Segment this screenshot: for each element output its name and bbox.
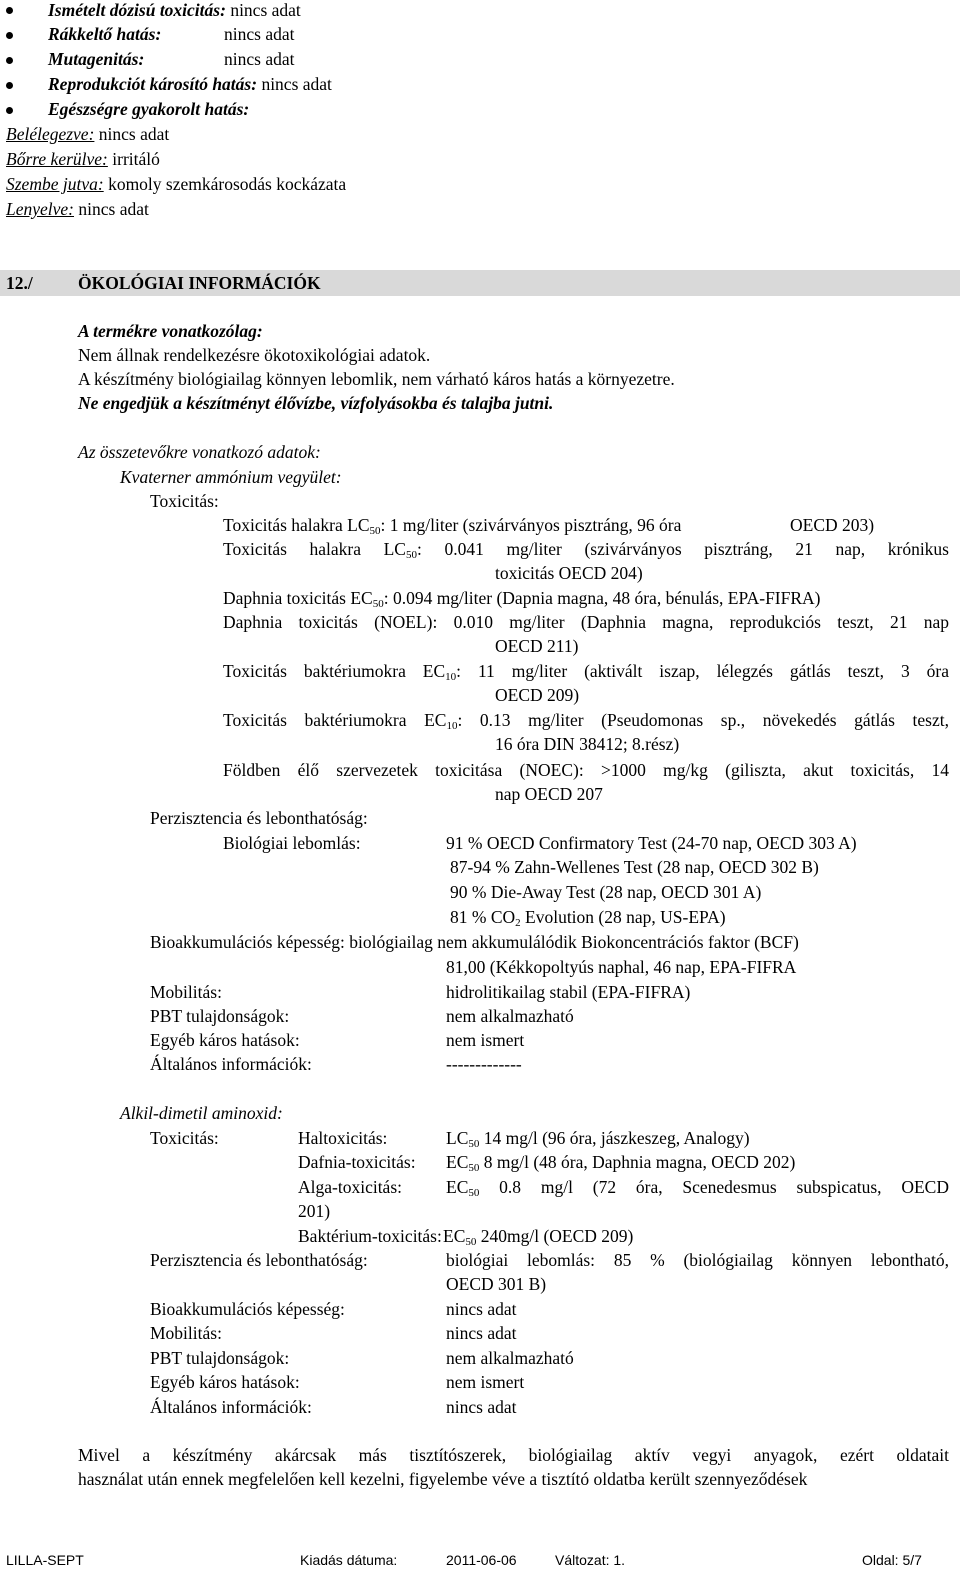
property-label: PBT tulajdonságok: xyxy=(150,1006,290,1026)
property-label: Mobilitás: xyxy=(150,982,222,1002)
toxicity-entry-cont: OECD 209) xyxy=(495,685,580,705)
property-label: PBT tulajdonságok: xyxy=(150,1348,290,1368)
persistence-label: Perzisztencia és lebonthatóság: xyxy=(150,808,368,828)
product-warning: Ne engedjük a készítményt élővízbe, vízfolyásokba és talajba jutni. xyxy=(78,393,554,413)
property-label: Bioakkumulációs képesség: xyxy=(150,1299,345,1319)
list-item: Reprodukciót károsító hatás: nincs adat xyxy=(48,74,332,94)
property-value: nem ismert xyxy=(446,1372,525,1392)
toxicity-entry-cont: 16 óra DIN 38412; 8.rész) xyxy=(495,734,680,754)
property-value: nem alkalmazható xyxy=(446,1348,574,1368)
toxicity-type: Haltoxicitás: xyxy=(298,1128,388,1148)
toxicity-value: $EC_{50}$ 0.8 mg/l (72 óra, Scenedesmus subspicatus, OECD xyxy=(446,1177,949,1199)
toxicity-entry: Toxicitás halakra $LC_{50}$: 1 mg/liter (szivárványos pisztráng, 96 óra xyxy=(223,515,682,537)
footer-page: Oldal: 5/7 xyxy=(862,1552,922,1568)
component-name: Alkil-dimetil aminoxid: xyxy=(120,1103,283,1123)
section-title: ÖKOLÓGIAI INFORMÁCIÓK xyxy=(78,273,321,293)
toxicity-label: Toxicitás: xyxy=(150,1128,219,1148)
persistence-value: biológiai lebomlás: 85 % (biológiailag könnyen lebontható, xyxy=(446,1250,949,1270)
property-label: Egyéb káros hatások: xyxy=(150,1030,300,1050)
component-name: Kvaterner ammónium vegyület: xyxy=(120,467,342,487)
footer-date-label: Kiadás dátuma: xyxy=(300,1552,398,1568)
toxicity-value: $EC_{50}$ 8 mg/l (48 óra, Daphnia magna, OECD 202) xyxy=(446,1152,796,1174)
toxicity-type: Baktérium-toxicitás: xyxy=(298,1226,442,1246)
components-heading: Az összetevőkre vonatkozó adatok: xyxy=(78,442,321,462)
product-heading: A termékre vonatkozólag: xyxy=(78,321,263,341)
biodegradation-test: 91 % OECD Confirmatory Test (24-70 nap, OECD 303 A) xyxy=(446,833,857,853)
property-label: Általános információk: xyxy=(150,1397,312,1417)
toxicity-entry: Földben élő szervezetek toxicitása (NOEC): >1000 mg/kg (giliszta, akut toxicitás, 14 xyxy=(223,760,949,780)
toxicity-value-cont: 201) xyxy=(298,1201,331,1221)
toxicity-value: $EC_{50}$ 240mg/l (OECD 209) xyxy=(443,1226,634,1248)
property-value: hidrolitikailag stabil (EPA-FIFRA) xyxy=(446,982,691,1002)
list-item: Rákkeltő hatás: nincs adat xyxy=(48,24,295,44)
bullet xyxy=(6,82,13,89)
section-number: 12./ xyxy=(6,273,33,293)
toxicity-type: Alga-toxicitás: xyxy=(298,1177,403,1197)
footer-version: Változat: 1. xyxy=(555,1552,626,1568)
property-label: Egyéb káros hatások: xyxy=(150,1372,300,1392)
toxicity-type: Dafnia-toxicitás: xyxy=(298,1152,416,1172)
property-label: Mobilitás: xyxy=(150,1323,222,1343)
closing-text: használat után ennek megfelelően kell kezelni, figyelembe véve a tisztító oldatba került szennyeződések xyxy=(78,1469,808,1489)
toxicity-entry-tail: OECD 203) xyxy=(790,515,875,535)
product-line: Nem állnak rendelkezésre ökotoxikológiai adatok. xyxy=(78,345,431,365)
list-item: Egészségre gyakorolt hatás: xyxy=(48,99,250,119)
toxicity-label: Toxicitás: xyxy=(150,491,219,511)
list-item: Mutagenitás: nincs adat xyxy=(48,49,295,69)
bioaccumulation-cont: 81,00 (Kékkopoltyús naphal, 46 nap, EPA-FIFRA xyxy=(446,957,797,977)
toxicity-entry: Daphnia toxicitás $EC_{50}$: 0.094 mg/liter (Dapnia magna, 48 óra, bénulás, EPA-FIFRA) xyxy=(223,588,821,610)
toxicity-entry: Daphnia toxicitás (NOEL): 0.010 mg/liter (Daphnia magna, reprodukciós teszt, 21 nap xyxy=(223,612,949,632)
toxicity-entry-cont: nap OECD 207 xyxy=(495,784,603,804)
toxicity-entry: Toxicitás halakra $LC_{50}$: 0.041 mg/liter (szivárványos pisztráng, 21 nap, krónikus xyxy=(223,539,949,561)
toxicity-value: $LC_{50}$ 14 mg/l (96 óra, jászkeszeg, Analogy) xyxy=(446,1128,750,1150)
product-line: A készítmény biológiailag könnyen lebomlik, nem várható káros hatás a környezetre. xyxy=(78,369,675,389)
footer-date: 2011-06-06 xyxy=(446,1552,517,1568)
biodegradation-test: 81 % $CO_2$ Evolution (28 nap, US-EPA) xyxy=(450,907,726,929)
property-value: nincs adat xyxy=(446,1323,517,1343)
persistence-value-cont: OECD 301 B) xyxy=(446,1274,547,1294)
list-item: Ismételt dózisú toxicitás: nincs adat xyxy=(48,0,301,20)
toxicity-entry-cont: toxicitás OECD 204) xyxy=(495,563,643,583)
bioaccumulation-row: Bioakkumulációs képesség: biológiailag nem akkumulálódik Biokoncentrációs faktor (BCF) xyxy=(150,932,799,952)
biodegradation-label: Biológiai lebomlás: xyxy=(223,833,361,853)
property-value: nincs adat xyxy=(446,1397,517,1417)
bullet xyxy=(6,7,13,14)
persistence-label: Perzisztencia és lebonthatóság: xyxy=(150,1250,368,1270)
bullet xyxy=(6,107,13,114)
bullet xyxy=(6,57,13,64)
toxicity-entry-cont: OECD 211) xyxy=(495,636,579,656)
exposure-row: Bőrre kerülve: irritáló xyxy=(6,149,160,169)
footer-product: LILLA-SEPT xyxy=(6,1552,84,1568)
property-value: nem alkalmazható xyxy=(446,1006,574,1026)
property-value: nincs adat xyxy=(446,1299,517,1319)
toxicity-entry: Toxicitás baktériumokra $EC_{10}$: 11 mg/liter (aktivált iszap, lélegzés gátlás teszt, 3 óra xyxy=(223,661,949,683)
biodegradation-test: 90 % Die-Away Test (28 nap, OECD 301 A) xyxy=(450,882,762,902)
exposure-row: Belélegezve: nincs adat xyxy=(6,124,170,144)
biodegradation-test: 87-94 % Zahn-Wellenes Test (28 nap, OECD 302 B) xyxy=(450,857,819,877)
property-value: ------------- xyxy=(446,1054,522,1074)
exposure-row: Szembe jutva: komoly szemkárosodás kockázata xyxy=(6,174,347,194)
toxicity-entry: Toxicitás baktériumokra $EC_{10}$: 0.13 mg/liter (Pseudomonas sp., növekedés gátlás teszt, xyxy=(223,710,949,732)
bullet xyxy=(6,32,13,39)
exposure-row: Lenyelve: nincs adat xyxy=(6,199,149,219)
property-value: nem ismert xyxy=(446,1030,525,1050)
closing-text: Mivel a készítmény akárcsak más tisztítószerek, biológiailag aktív vegyi anyagok, ezért oldatait xyxy=(78,1445,949,1465)
property-label: Általános információk: xyxy=(150,1054,312,1074)
